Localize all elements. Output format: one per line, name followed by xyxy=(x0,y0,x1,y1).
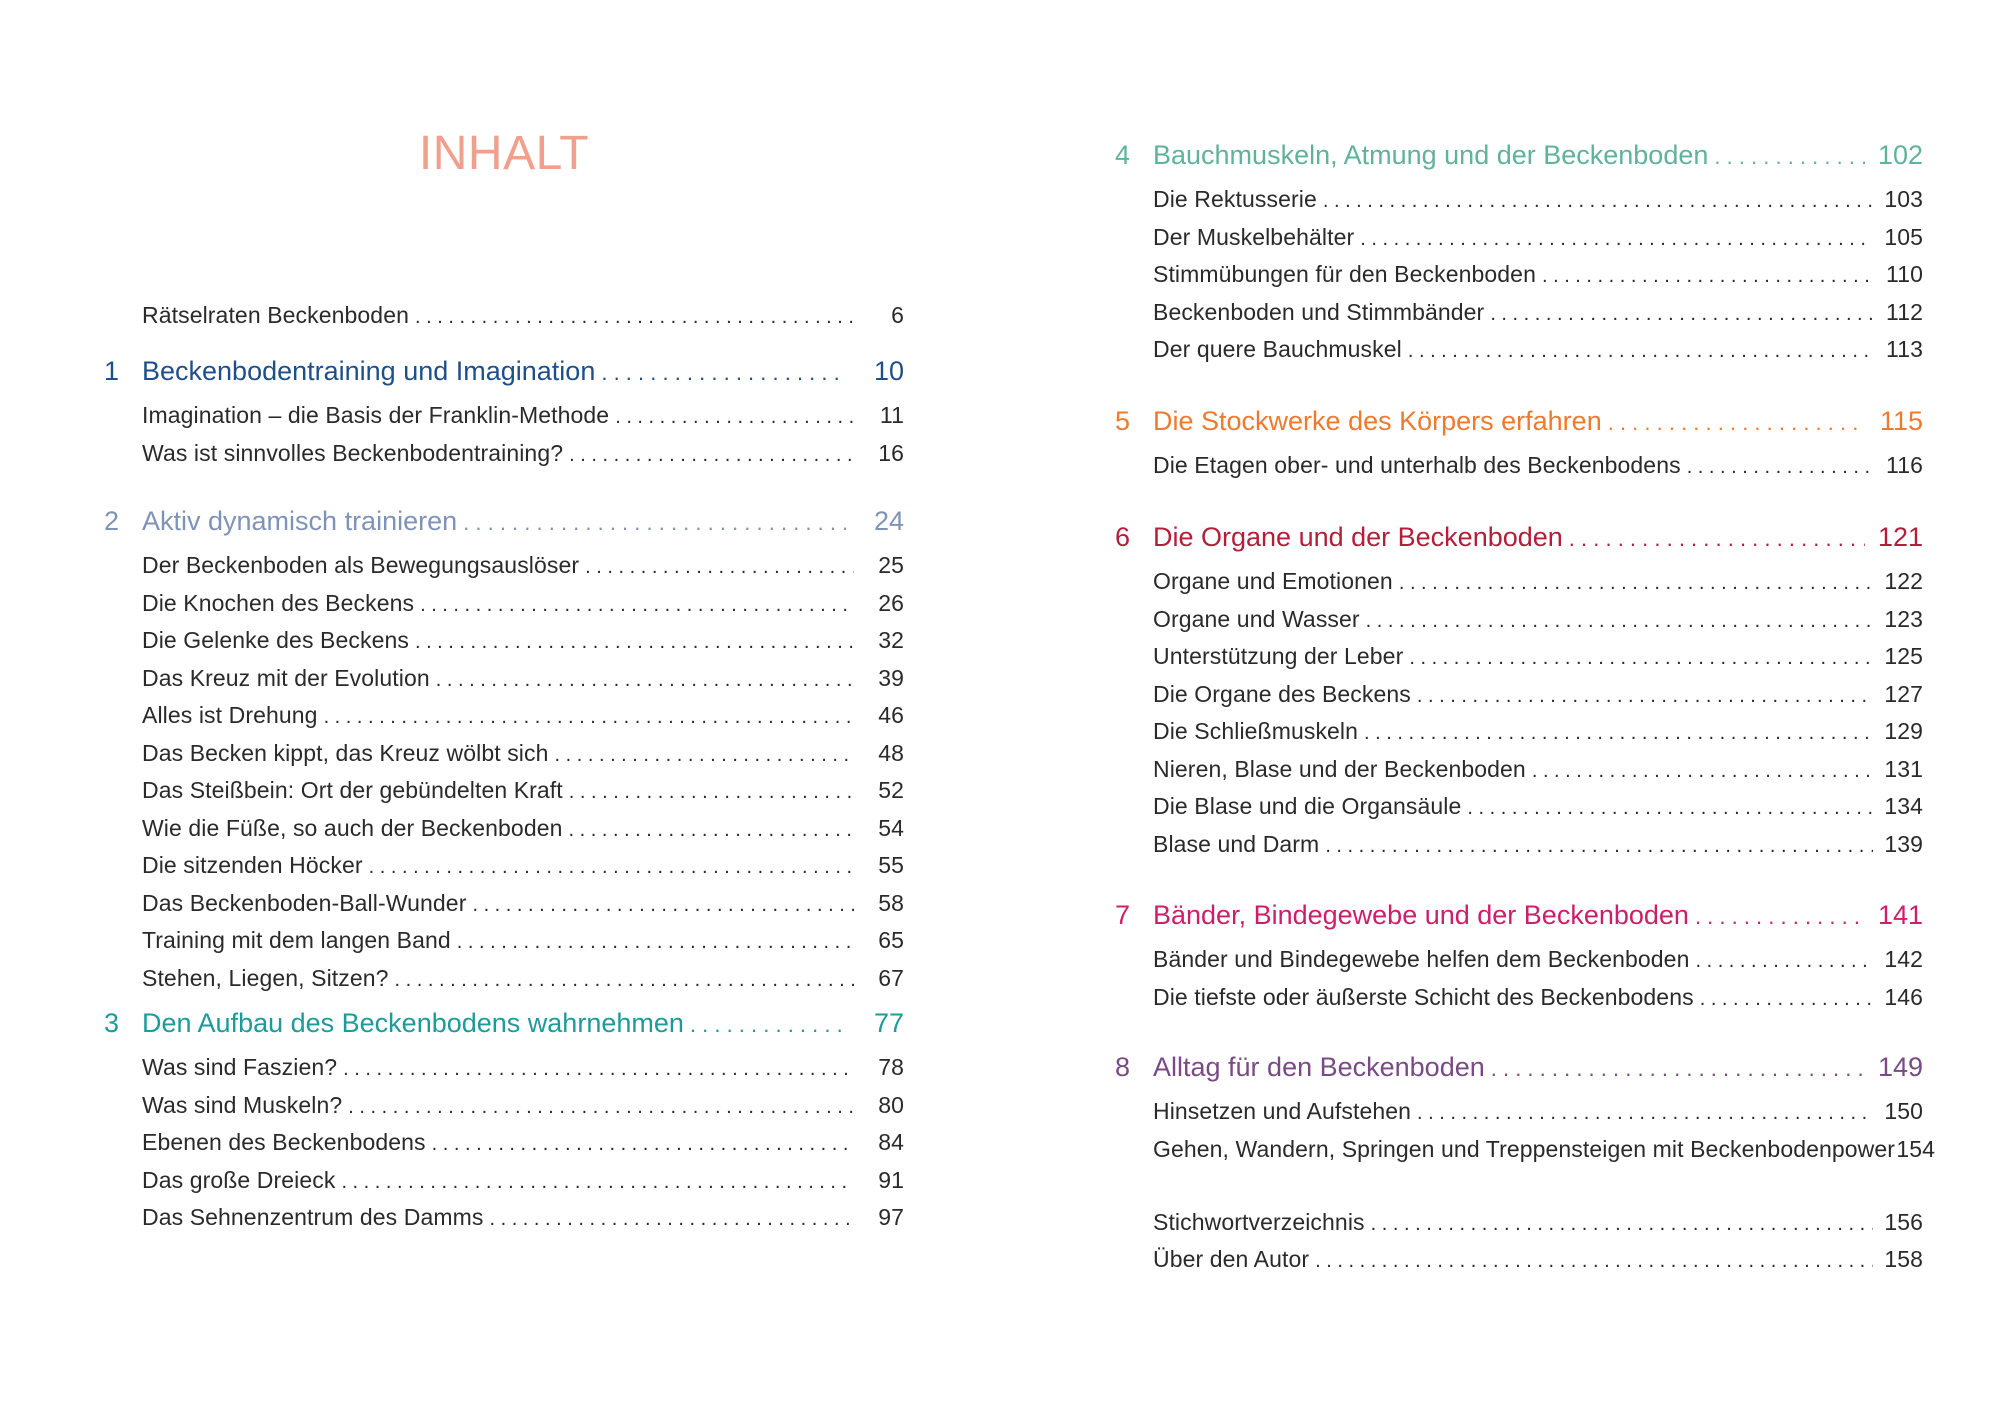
toc-entry[interactable] xyxy=(1115,256,1923,292)
toc-entry-label: Die Etagen ober- und unterhalb des Beckenbodens xyxy=(1153,452,1681,478)
toc-entry-page: 25 xyxy=(878,552,904,578)
chapter-title: Die Organe und der Beckenboden xyxy=(1153,522,1563,552)
toc-entry-page: 146 xyxy=(1884,983,1923,1010)
toc-entry[interactable] xyxy=(104,585,904,621)
toc-entry[interactable] xyxy=(104,660,904,696)
dot-leader xyxy=(1325,828,1873,864)
dot-leader xyxy=(585,549,854,585)
toc-entry-label: Stichwortverzeichnis xyxy=(1153,1209,1365,1235)
dot-leader xyxy=(472,887,854,923)
dot-leader xyxy=(1695,899,1865,935)
dot-leader xyxy=(1569,521,1865,557)
dot-leader xyxy=(1542,258,1873,294)
dot-leader xyxy=(341,1164,854,1200)
toc-entry-label: Über den Autor xyxy=(1153,1246,1310,1272)
toc-entry-page: 67 xyxy=(878,964,904,991)
toc-entry[interactable] xyxy=(1115,751,1923,787)
toc-entry-raetselraten[interactable] xyxy=(104,297,904,333)
toc-entry-page: 46 xyxy=(878,702,904,728)
toc-entry-label: Unterstützung der Leber xyxy=(1153,643,1404,669)
toc-entry[interactable] xyxy=(1115,638,1923,674)
toc-entry-page: 158 xyxy=(1884,1246,1923,1272)
dot-leader xyxy=(1700,981,1873,1017)
chapter-number: 6 xyxy=(1115,522,1131,552)
toc-entry-label: Die Knochen des Beckens xyxy=(142,589,415,616)
toc-entry[interactable] xyxy=(1115,713,1923,749)
toc-entry-label: Hinsetzen und Aufstehen xyxy=(1153,1098,1412,1124)
toc-entry-label: Das große Dreieck xyxy=(142,1166,336,1193)
toc-entry[interactable] xyxy=(104,1049,904,1085)
toc-entry-page: 65 xyxy=(878,927,904,953)
dot-leader xyxy=(1409,640,1873,676)
toc-entry-page: 156 xyxy=(1884,1209,1923,1235)
toc-entry[interactable] xyxy=(104,885,904,921)
chapter-page: 102 xyxy=(1877,140,1923,170)
toc-entry-label: Gehen, Wandern, Springen und Treppensteigen mit Beckenbodenpower xyxy=(1153,1135,1896,1162)
dot-leader xyxy=(457,924,854,960)
toc-entry[interactable] xyxy=(104,397,904,433)
toc-entry-page: 16 xyxy=(878,439,904,466)
toc-entry-label: Ebenen des Beckenbodens xyxy=(142,1129,426,1155)
toc-entry-page: 110 xyxy=(1886,261,1923,287)
toc-entry-page: 105 xyxy=(1884,223,1923,250)
dot-leader xyxy=(1695,943,1873,979)
toc-entry-label: Blase und Darm xyxy=(1153,830,1320,857)
toc-entry-label: Die Organe des Beckens xyxy=(1153,680,1411,707)
toc-chapter-ch8[interactable] xyxy=(1115,1049,1923,1085)
toc-entry-label: Imagination – die Basis der Franklin-Methode xyxy=(142,402,610,428)
toc-chapter-ch2[interactable] xyxy=(104,503,904,539)
toc-entry-label: Beckenboden und Stimmbänder xyxy=(1153,298,1485,325)
chapter-title: Bänder, Bindegewebe und der Beckenboden xyxy=(1153,900,1689,930)
toc-entry-page: 55 xyxy=(878,852,904,878)
chapter-page: 115 xyxy=(1879,406,1923,436)
toc-entry-page: 97 xyxy=(878,1204,904,1230)
dot-leader xyxy=(489,1201,854,1237)
toc-entry-page: 39 xyxy=(878,664,904,691)
toc-entry-label: Wie die Füße, so auch der Beckenboden xyxy=(142,814,563,841)
chapter-title: Bauchmuskeln, Atmung und der Beckenboden xyxy=(1153,140,1709,170)
toc-chapter-ch1[interactable] xyxy=(104,353,904,389)
toc-entry-label: Das Steißbein: Ort der gebündelten Kraft xyxy=(142,777,563,803)
dot-leader xyxy=(569,437,854,473)
toc-entry-page: 139 xyxy=(1884,830,1923,857)
toc-entry-label: Was sind Muskeln? xyxy=(142,1091,343,1118)
toc-entry-page: 48 xyxy=(878,739,904,766)
toc-entry[interactable] xyxy=(1115,788,1923,824)
toc-entry-page: 122 xyxy=(1884,568,1923,594)
dot-leader xyxy=(569,812,855,848)
toc-entry-label: Die sitzenden Höcker xyxy=(142,852,363,878)
chapter-title: Aktiv dynamisch trainieren xyxy=(142,506,458,536)
dot-leader xyxy=(415,624,854,660)
dot-leader xyxy=(432,1126,854,1162)
dot-leader xyxy=(436,662,854,698)
chapter-page: 149 xyxy=(1877,1052,1923,1082)
toc-entry[interactable] xyxy=(104,1199,904,1235)
toc-entry-page: 32 xyxy=(878,627,904,653)
toc-entry-page: 11 xyxy=(879,402,904,428)
toc-entry[interactable] xyxy=(1115,331,1923,367)
toc-entry-label: Das Kreuz mit der Evolution xyxy=(142,664,430,691)
dot-leader xyxy=(690,1007,846,1043)
dot-leader xyxy=(601,355,846,391)
toc-entry[interactable] xyxy=(104,847,904,883)
toc-entry[interactable] xyxy=(104,960,904,996)
toc-entry[interactable] xyxy=(1115,601,1923,637)
toc-entry-label: Nieren, Blase und der Beckenboden xyxy=(1153,755,1526,782)
toc-entry-page: 103 xyxy=(1884,186,1923,212)
chapter-number: 2 xyxy=(104,506,120,536)
chapter-number: 7 xyxy=(1115,900,1131,930)
dot-leader xyxy=(1399,565,1873,601)
toc-entry-page: 129 xyxy=(1884,718,1923,744)
dot-leader xyxy=(369,849,854,885)
toc-entry[interactable] xyxy=(104,1162,904,1198)
toc-entry-label: Die Schließmuskeln xyxy=(1153,718,1359,744)
toc-entry-label: Das Sehnenzentrum des Damms xyxy=(142,1204,484,1230)
dot-leader xyxy=(1490,296,1873,332)
toc-chapter-ch3[interactable] xyxy=(104,1005,904,1041)
toc-chapter-ch4[interactable] xyxy=(1115,137,1923,173)
toc-entry-label: Organe und Emotionen xyxy=(1153,568,1393,594)
dot-leader xyxy=(1532,753,1873,789)
chapter-title: Beckenbodentraining und Imagination xyxy=(142,356,596,386)
chapter-page: 77 xyxy=(873,1008,904,1038)
toc-entry-page: 150 xyxy=(1884,1098,1923,1124)
dot-leader xyxy=(1687,449,1873,485)
toc-entry[interactable] xyxy=(104,772,904,808)
toc-entry-label: Rätselraten Beckenboden xyxy=(142,302,409,328)
toc-entry-label: Der quere Bauchmuskel xyxy=(1153,336,1402,362)
toc-entry-label: Was ist sinnvolles Beckenbodentraining? xyxy=(142,439,564,466)
toc-entry[interactable] xyxy=(1115,826,1923,862)
toc-entry-page: 125 xyxy=(1884,643,1923,669)
toc-entry-page: 142 xyxy=(1884,946,1923,972)
toc-entry-label: Training mit dem langen Band xyxy=(142,927,451,953)
toc-entry-label: Was sind Faszien? xyxy=(142,1054,338,1080)
toc-entry[interactable] xyxy=(104,810,904,846)
toc-entry-label: Organe und Wasser xyxy=(1153,605,1360,632)
toc-chapter-ch7[interactable] xyxy=(1115,897,1923,933)
toc-entry[interactable] xyxy=(1115,1131,1936,1167)
toc-entry[interactable] xyxy=(1115,563,1923,599)
dot-leader xyxy=(1323,183,1873,219)
toc-entry[interactable] xyxy=(1115,219,1923,255)
toc-entry[interactable] xyxy=(104,435,904,471)
toc-entry-label: Das Becken kippt, das Kreuz wölbt sich xyxy=(142,739,549,766)
toc-entry-page: 80 xyxy=(878,1091,904,1118)
dot-leader xyxy=(1315,1243,1873,1279)
dot-leader xyxy=(1417,1095,1873,1131)
toc-entry[interactable] xyxy=(1115,941,1923,977)
dot-leader xyxy=(615,399,854,435)
toc-entry-page: 58 xyxy=(878,889,904,916)
dot-leader xyxy=(420,587,854,623)
chapter-number: 3 xyxy=(104,1008,120,1038)
toc-entry-label: Bänder und Bindegewebe helfen dem Beckenboden xyxy=(1153,946,1690,972)
toc-entry-label: Stimmübungen für den Beckenboden xyxy=(1153,261,1536,287)
toc-entry-page: 91 xyxy=(878,1166,904,1193)
dot-leader xyxy=(463,505,846,541)
toc-entry[interactable] xyxy=(104,922,904,958)
toc-entry-page: 52 xyxy=(878,777,904,803)
toc-entry-page: 6 xyxy=(891,302,904,328)
chapter-title: Alltag für den Beckenboden xyxy=(1153,1052,1485,1082)
chapter-title: Die Stockwerke des Körpers erfahren xyxy=(1153,406,1602,436)
toc-chapter-ch5[interactable] xyxy=(1115,403,1923,439)
toc-entry-page: 78 xyxy=(878,1054,904,1080)
toc-entry-label: Die Blase und die Organsäule xyxy=(1153,793,1462,819)
chapter-page: 10 xyxy=(873,356,904,386)
chapter-page: 141 xyxy=(1877,900,1923,930)
toc-entry[interactable] xyxy=(104,735,904,771)
chapter-number: 4 xyxy=(1115,140,1131,170)
dot-leader xyxy=(343,1051,854,1087)
toc-entry-page: 54 xyxy=(878,814,904,841)
toc-entry-page: 134 xyxy=(1884,793,1923,819)
chapter-number: 1 xyxy=(104,356,120,386)
toc-entry[interactable] xyxy=(1115,181,1923,217)
toc-entry-page: 131 xyxy=(1884,755,1923,782)
chapter-number: 5 xyxy=(1115,406,1131,436)
toc-entry-page: 154 xyxy=(1896,1135,1936,1162)
toc-entry-label: Alles ist Drehung xyxy=(142,702,318,728)
toc-entry[interactable] xyxy=(104,1087,904,1123)
dot-leader xyxy=(555,737,855,773)
toc-entry-label: Der Muskelbehälter xyxy=(1153,223,1355,250)
dot-leader xyxy=(324,699,854,735)
toc-entry-page: 26 xyxy=(878,589,904,616)
toc-entry[interactable] xyxy=(1115,1204,1923,1240)
chapter-page: 121 xyxy=(1877,522,1923,552)
toc-entry-label: Die Gelenke des Beckens xyxy=(142,627,409,653)
chapter-title: Den Aufbau des Beckenbodens wahrnehmen xyxy=(142,1008,684,1038)
dot-leader xyxy=(1364,715,1873,751)
toc-entry-page: 123 xyxy=(1884,605,1923,632)
toc-entry[interactable] xyxy=(1115,294,1923,330)
dot-leader xyxy=(415,299,854,335)
chapter-number: 8 xyxy=(1115,1052,1131,1082)
toc-entry[interactable] xyxy=(104,547,904,583)
toc-entry-page: 113 xyxy=(1886,336,1923,362)
toc-entry[interactable] xyxy=(104,697,904,733)
chapter-page: 24 xyxy=(873,506,904,536)
dot-leader xyxy=(1408,333,1873,369)
toc-entry-label: Der Beckenboden als Bewegungsauslöser xyxy=(142,552,580,578)
dot-leader xyxy=(1366,603,1873,639)
dot-leader xyxy=(1371,1206,1873,1242)
toc-entry[interactable] xyxy=(104,1124,904,1160)
toc-entry[interactable] xyxy=(1115,1241,1923,1277)
toc-entry-label: Die Rektusserie xyxy=(1153,186,1317,212)
toc-chapter-ch6[interactable] xyxy=(1115,519,1923,555)
toc-entry[interactable] xyxy=(1115,447,1923,483)
dot-leader xyxy=(1360,221,1873,257)
dot-leader xyxy=(1608,405,1865,441)
toc-entry-label: Die tiefste oder äußerste Schicht des Beckenbodens xyxy=(1153,983,1694,1010)
toc-entry[interactable] xyxy=(1115,979,1923,1015)
toc-entry-page: 84 xyxy=(878,1129,904,1155)
dot-leader xyxy=(569,774,854,810)
toc-entry-page: 127 xyxy=(1884,680,1923,707)
dot-leader xyxy=(1714,139,1865,175)
dot-leader xyxy=(1417,678,1873,714)
toc-entry-label: Das Beckenboden-Ball-Wunder xyxy=(142,889,467,916)
toc-entry[interactable] xyxy=(1115,1093,1923,1129)
dot-leader xyxy=(348,1089,854,1125)
toc-entry-page: 112 xyxy=(1886,298,1923,325)
dot-leader xyxy=(1467,790,1873,826)
toc-entry-label: Stehen, Liegen, Sitzen? xyxy=(142,964,389,991)
toc-entry[interactable] xyxy=(1115,676,1923,712)
page-title: INHALT xyxy=(418,127,590,180)
toc-entry[interactable] xyxy=(104,622,904,658)
toc-entry-page: 116 xyxy=(1886,452,1923,478)
dot-leader xyxy=(395,962,854,998)
dot-leader xyxy=(1491,1051,1865,1087)
